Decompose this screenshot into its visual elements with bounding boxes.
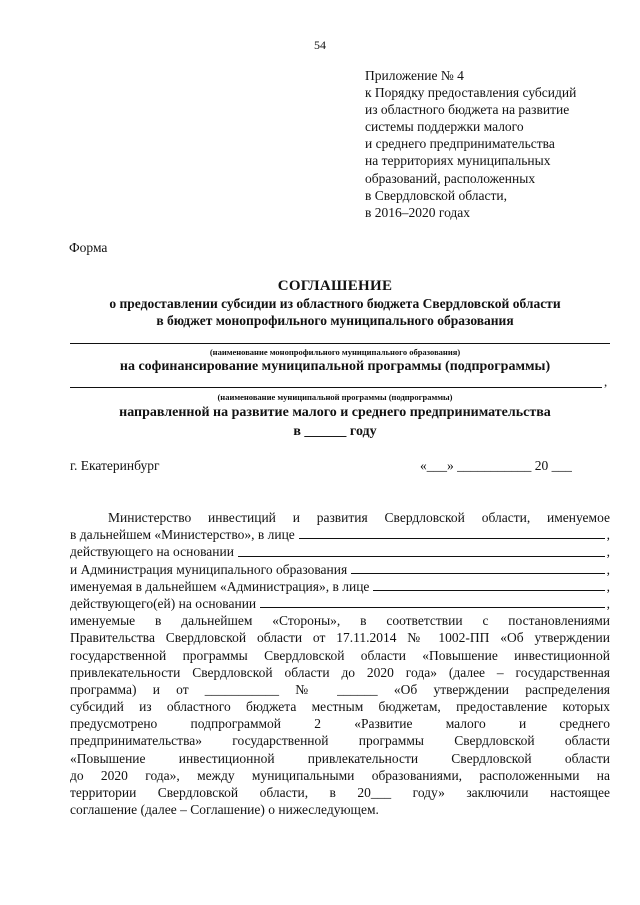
- appendix-line: в 2016–2020 годах: [365, 204, 471, 220]
- body-line: государственной программы Свердловской области «Повышение инвестиционной: [70, 647, 610, 663]
- appendix-line: образований, расположенных: [365, 170, 536, 186]
- body-line-comma: ,: [606, 595, 610, 611]
- fill-blank: [238, 556, 605, 557]
- body-line-comma: ,: [606, 578, 610, 594]
- municipality-caption: (наименование монопрофильного муниципального образования): [209, 347, 461, 357]
- body-line-text: именуемая в дальнейшем «Администрация», в лице: [70, 578, 370, 594]
- body-line: Правительства Свердловской области от 17.11.2014 № 1002-ПП «Об утверждении: [70, 630, 610, 646]
- body-line-comma: ,: [606, 527, 610, 543]
- directed-line: направленной на развитие малого и среднего предпринимательства: [119, 405, 551, 420]
- body-line-blank: [70, 526, 610, 543]
- appendix-header: [365, 67, 615, 221]
- body-line-blank: [70, 595, 610, 612]
- appendix-line: к Порядку предоставления субсидий: [365, 85, 577, 101]
- cofinancing-line: на софинансирование муниципальной программы (подпрограммы): [119, 359, 551, 374]
- appendix-line: на территориях муниципальных: [365, 153, 551, 169]
- appendix-line: в Свердловской области,: [365, 187, 507, 203]
- program-caption: (наименование муниципальной программы (подпрограммы): [217, 392, 453, 402]
- fill-blank: [299, 538, 605, 539]
- fill-blank: [373, 590, 604, 591]
- appendix-line: из областного бюджета на развитие: [365, 102, 570, 118]
- body-line: Министерство инвестиций и развития Свердловской области, именуемое: [108, 510, 610, 525]
- body-line: предусмотрено подпрограммой 2 «Развитие малого и среднего: [70, 716, 610, 732]
- form-label: Форма: [69, 240, 108, 255]
- document-subtitle-line-1: о предоставлении субсидии из областного бюджета Свердловской области: [109, 296, 561, 311]
- body-line-text: и Администрация муниципального образования: [70, 561, 348, 577]
- municipality-blank-line: [70, 343, 610, 344]
- date-of-signing: «___» ___________ 20 ___: [420, 458, 572, 473]
- document-title-block: [60, 278, 610, 329]
- document-title: СОГЛАШЕНИЕ: [277, 278, 393, 294]
- body-line-text: действующего(ей) на основании: [70, 595, 257, 611]
- body-line-text: действующего на основании: [70, 544, 234, 560]
- body-line-blank: [70, 561, 610, 578]
- body-line-comma: ,: [606, 544, 610, 560]
- document-subtitle-line-2: в бюджет монопрофильного муниципального образования: [156, 313, 514, 328]
- body-line-blank: [70, 543, 610, 560]
- year-line: в ______ году: [293, 424, 377, 439]
- body-line: предпринимательства» государственной программы Свердловской области: [70, 733, 610, 749]
- fill-blank: [260, 607, 604, 608]
- body-line: субсидий из областного бюджета местным бюджетам, предоставление которых: [70, 699, 610, 715]
- appendix-line: Приложение № 4: [365, 68, 464, 83]
- agreement-body: [70, 509, 610, 818]
- appendix-line: и среднего предпринимательства: [365, 136, 555, 152]
- place-of-signing: г. Екатеринбург: [70, 458, 160, 473]
- body-line-comma: ,: [606, 561, 610, 577]
- page-number: 54: [314, 38, 326, 52]
- fill-blank: [351, 573, 604, 574]
- program-blank-comma: ,: [604, 374, 608, 389]
- body-line: территории Свердловской области, в 20___ году» заключили настоящее: [70, 785, 610, 800]
- body-line: до 2020 года», между муниципальными образованиями, расположенными на: [70, 767, 610, 783]
- body-line: программа) и от ___________ № ______ «Об утверждении распределения: [70, 681, 610, 697]
- appendix-line: системы поддержки малого: [365, 119, 524, 135]
- body-line: привлекательности Свердловской области до 2020 года» (далее – государственная: [70, 664, 610, 680]
- body-line: «Повышение инвестиционной привлекательности Свердловской области: [70, 750, 610, 766]
- body-line-text: в дальнейшем «Министерство», в лице: [70, 527, 295, 543]
- body-line: именуемые в дальнейшем «Стороны», в соответствии с постановлениями: [70, 613, 610, 629]
- program-blank-line: [70, 387, 602, 388]
- body-line: соглашение (далее – Соглашение) о нижеследующем.: [70, 802, 379, 818]
- body-line-blank: [70, 578, 610, 595]
